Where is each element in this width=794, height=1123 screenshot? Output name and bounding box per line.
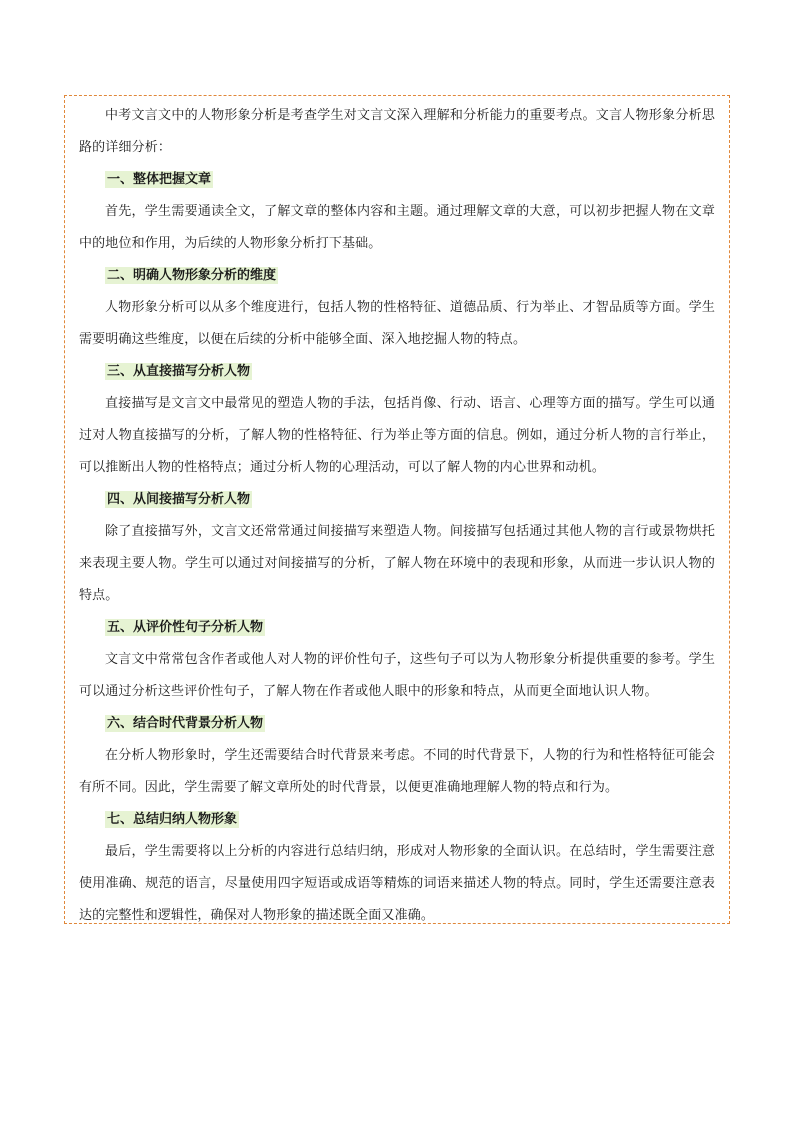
section-heading-row-6 — [79, 708, 715, 740]
section-heading-row-1 — [79, 164, 715, 196]
section-heading-row-7 — [79, 804, 715, 836]
section-body: 最后，学生需要将以上分析的内容进行总结归纳，形成对人物形象的全面认识。在总结时，学生需要注意使用准确、规范的语言，尽量使用四字短语或成语等精炼的词语来描述人物的特点。同时，学生还需要注意表达的完整性和逻辑性，确保对人物形象的描述既全面又准确。 — [79, 844, 715, 923]
section-heading: 三、从直接描写分析人物 — [107, 364, 251, 379]
section-body: 在分析人物形象时，学生还需要结合时代背景来考虑。不同的时代背景下，人物的行为和性格特征可能会有所不同。因此，学生需要了解文章所处的时代背景，以便更准确地理解人物的特点和行为。 — [79, 748, 715, 795]
section-body: 除了直接描写外，文言文还常常通过间接描写来塑造人物。间接描写包括通过其他人物的言行或景物烘托来表现主要人物。学生可以通过对间接描写的分析，了解人物在环境中的表现和形象，从而进一步认识人物的特点。 — [79, 524, 715, 603]
section-heading: 一、整体把握文章 — [107, 172, 212, 187]
section-heading: 五、从评价性句子分析人物 — [107, 620, 264, 635]
section-body: 人物形象分析可以从多个维度进行，包括人物的性格特征、道德品质、行为举止、才智品质等方面。学生需要明确这些维度，以便在后续的分析中能够全面、深入地挖掘人物的特点。 — [79, 300, 715, 347]
section-heading-row-2 — [79, 260, 715, 292]
section-heading-row-4 — [79, 484, 715, 516]
article-box — [64, 95, 730, 924]
section-heading: 二、明确人物形象分析的维度 — [107, 268, 277, 283]
section-body: 文言文中常常包含作者或他人对人物的评价性句子，这些句子可以为人物形象分析提供重要的参考。学生可以通过分析这些评价性句子，了解人物在作者或他人眼中的形象和特点，从而更全面地认识人物。 — [79, 652, 715, 699]
section-heading: 七、总结归纳人物形象 — [107, 812, 238, 827]
section-heading-row-5 — [79, 612, 715, 644]
section-body: 直接描写是文言文中最常见的塑造人物的手法，包括肖像、行动、语言、心理等方面的描写。学生可以通过对人物直接描写的分析，了解人物的性格特征、行为举止等方面的信息。例如，通过分析人物的言行举止，可以推断出人物的性格特点；通过分析人物的心理活动，可以了解人物的内心世界和动机。 — [79, 396, 715, 475]
section-heading: 六、结合时代背景分析人物 — [107, 716, 264, 731]
section-heading: 四、从间接描写分析人物 — [107, 492, 251, 507]
section-heading-row-3 — [79, 356, 715, 388]
intro-paragraph: 中考文言文中的人物形象分析是考查学生对文言文深入理解和分析能力的重要考点。文言人物形象分析思路的详细分析： — [79, 108, 715, 155]
section-body: 首先，学生需要通读全文，了解文章的整体内容和主题。通过理解文章的大意，可以初步把握人物在文章中的地位和作用，为后续的人物形象分析打下基础。 — [79, 204, 715, 251]
